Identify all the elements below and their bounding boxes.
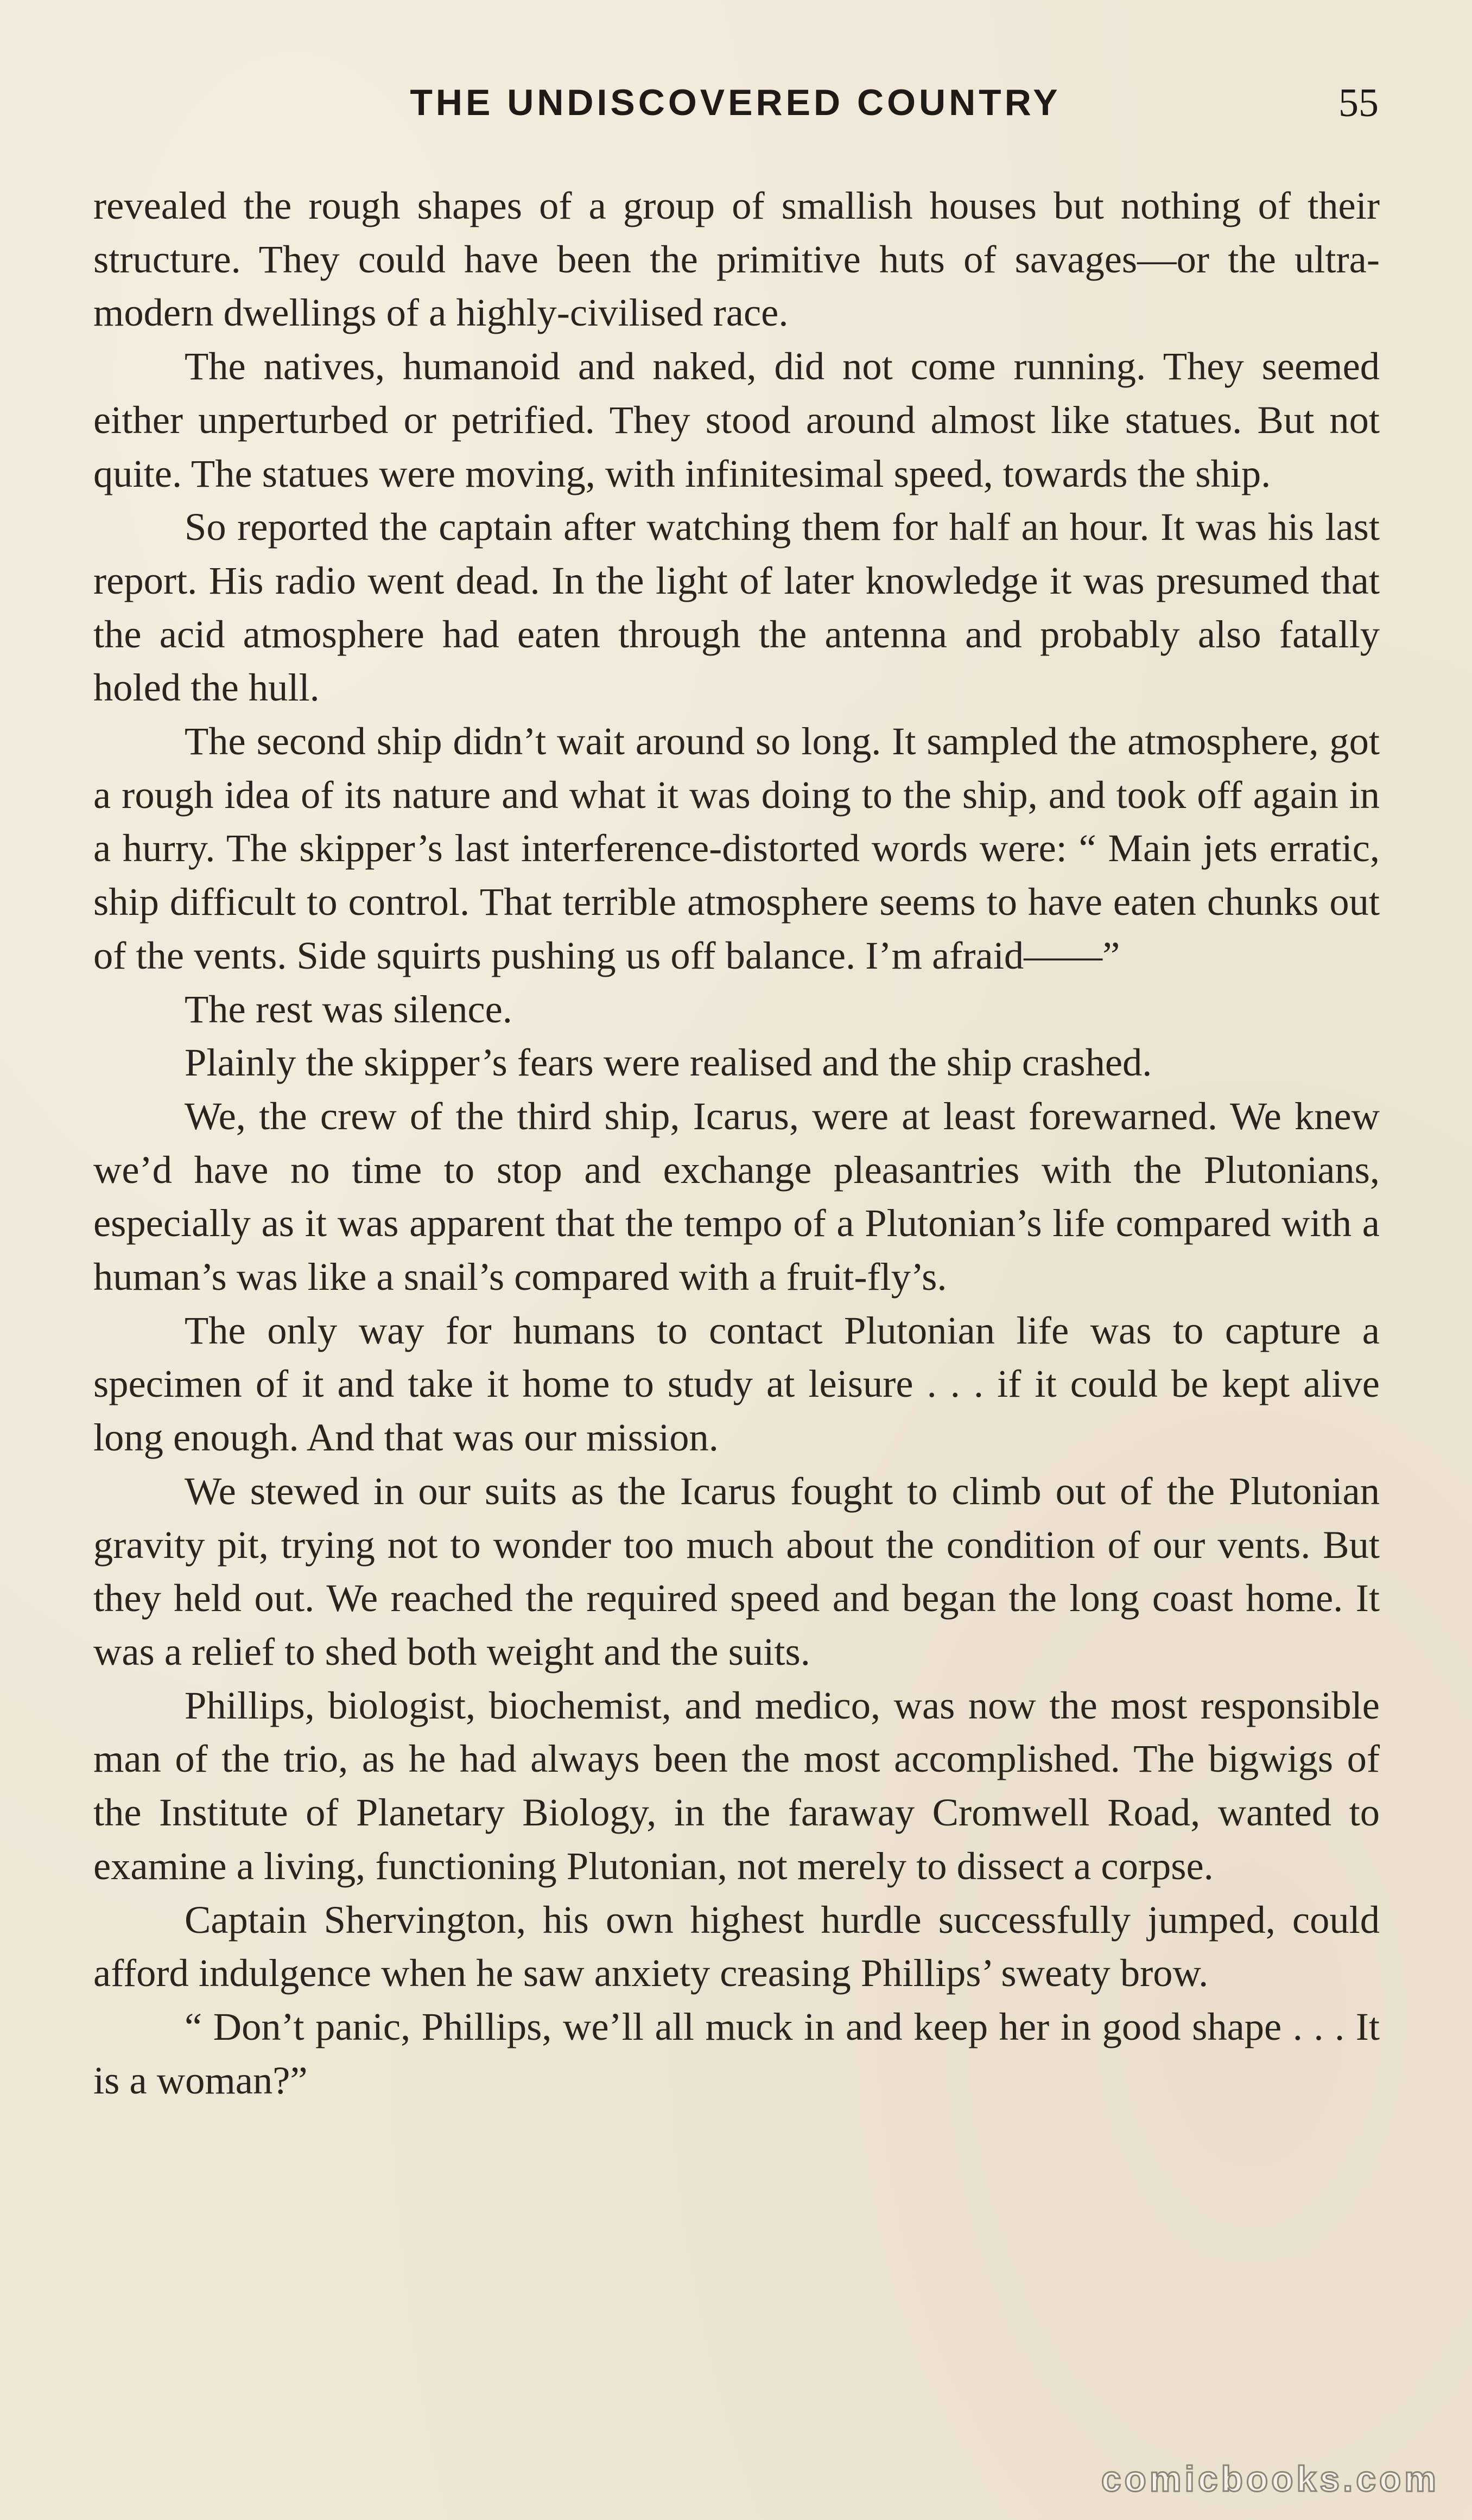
running-head (92, 81, 1379, 136)
paragraph: The second ship didn’t wait around so long. It sampled the atmosphere, got a rough idea of its nature and what it was doing to the ship, and took off again in a hurry. The skipper’s last interference-distorted words were: “ Main jets erratic, ship difficult to control. That terrible atmosphere seems to have eaten chunks out of the vents. Side squirts pushing us off balance. I’m afraid——” (93, 719, 1380, 977)
body-text (93, 179, 1380, 2107)
paragraph: The only way for humans to contact Plutonian life was to capture a specimen of it and take it home to study at leisure . . . if it could be kept alive long enough. And that was our mission. (93, 1308, 1380, 1460)
paragraph: revealed the rough shapes of a group of smallish houses but nothing of their structure. They could have been the primitive huts of savages—or the ultra-modern dwellings of a highly-civilised race. (93, 183, 1380, 335)
running-title: THE UNDISCOVERED COUNTRY (410, 82, 1061, 123)
watermark: comicbooks.com (1101, 2459, 1439, 2499)
paragraph: Phillips, biologist, biochemist, and medico, was now the most responsible man of the trio, as he had always been the most accomplished. The bigwigs of the Institute of Planetary Biology, in the faraway Cromwell Road, wanted to examine a living, functioning Plutonian, not merely to dissect a corpse. (93, 1683, 1380, 1888)
paragraph: So reported the captain after watching them for half an hour. It was his last report. His radio went dead. In the light of later knowledge it was presumed that the acid atmosphere had eaten through the antenna and probably also fatally holed the hull. (93, 505, 1380, 710)
paragraph: We stewed in our suits as the Icarus fought to climb out of the Plutonian gravity pit, trying not to wonder too much about the condition of our vents. But they held out. We reached the required speed and began the long coast home. It was a relief to shed both weight and the suits. (93, 1468, 1380, 1673)
page-number: 55 (1338, 81, 1379, 125)
paragraph: The natives, humanoid and naked, did not come running. They seemed either unperturbed or petrified. They stood around almost like statues. But not quite. The statues were moving, with infinitesimal speed, towards the ship. (93, 344, 1380, 495)
paragraph: The rest was silence. (185, 987, 512, 1031)
paragraph: Plainly the skipper’s fears were realised and the ship crashed. (185, 1040, 1152, 1085)
paragraph: “ Don’t panic, Phillips, we’ll all muck in and keep her in good shape . . . It is a woman?” (93, 2004, 1380, 2102)
paragraph: Captain Shervington, his own highest hurdle successfully jumped, could afford indulgence when he saw anxiety creasing Phillips’ sweaty brow. (93, 1897, 1380, 1995)
paragraph: We, the crew of the third ship, Icarus, were at least forewarned. We knew we’d have no time to stop and exchange pleasantries with the Plutonians, especially as it was apparent that the tempo of a Plutonian’s life compared with a human’s was like a snail’s compared with a fruit-fly’s. (93, 1093, 1380, 1299)
